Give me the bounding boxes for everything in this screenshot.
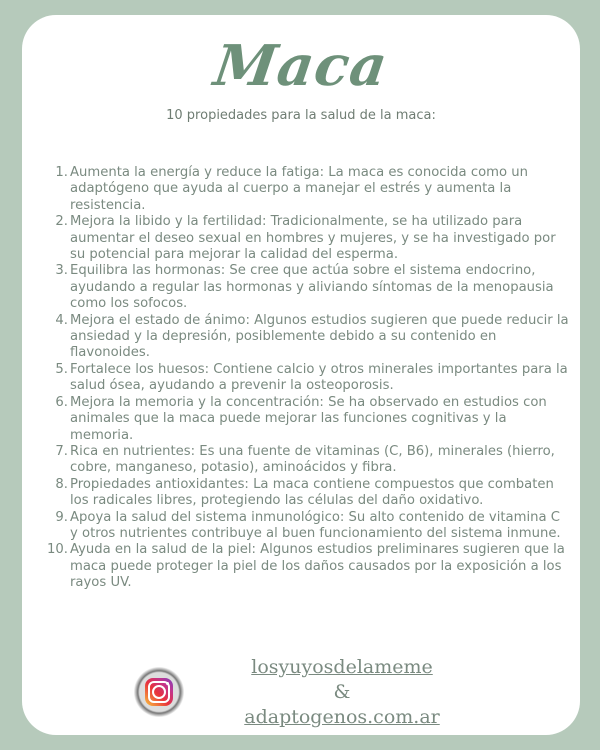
list-item: Mejora el estado de ánimo: Algunos estudios sugieren que puede reducir la ansiedad y la depresión, posiblemente debido a su contenido en flavonoides. <box>70 312 569 361</box>
list-item: Mejora la libido y la fertilidad: Tradicionalmente, se ha utilizado para aumentar el deseo sexual en hombres y mujeres, y se ha investigado por su potencial para mejorar la calidad del esperma. <box>70 214 556 263</box>
instagram-link[interactable]: losyuyosdelameme <box>251 656 433 678</box>
footer <box>22 655 580 735</box>
ampersand: & <box>333 681 351 703</box>
list-item: Aumenta la energía y reduce la fatiga: La maca es conocida como un adaptógeno que ayuda al cuerpo a manejar el estrés y aumenta la resistencia. <box>70 165 528 213</box>
instagram-icon[interactable] <box>134 667 184 717</box>
website-link[interactable]: adaptogenos.com.ar <box>244 706 440 728</box>
content-card <box>22 15 580 735</box>
footer-links <box>192 655 492 730</box>
list-item: Apoya la salud del sistema inmunológico: Su alto contenido de vitamina C y otros nutrientes contribuye al buen funcionamiento del sistema inmune. <box>70 509 561 541</box>
list-item: Equilibra las hormonas: Se cree que actúa sobre el sistema endocrino, ayudando a regular las hormonas y aliviando síntomas de la menopausia como los sofocos. <box>70 263 554 312</box>
list-item: Mejora la memoria y la concentración: Se ha observado en estudios con animales que la maca puede mejorar las funciones cognitivas y la memoria. <box>70 394 547 443</box>
list-item: Ayuda en la salud de la piel: Algunos estudios preliminares sugieren que la maca puede proteger la piel de los daños causados por la exposición a los rayos UV. <box>70 542 565 591</box>
list-item: Fortalece los huesos: Contiene calcio y otros minerales importantes para la salud ósea, ayudando a prevenir la osteoporosis. <box>70 361 568 394</box>
list-item: Propiedades antioxidantes: La maca contiene compuestos que combaten los radicales libres, protegiendo las células del daño oxidativo. <box>70 476 554 509</box>
page-title: Maca <box>210 33 392 99</box>
properties-list <box>52 165 570 592</box>
subtitle: 10 propiedades para la salud de la maca: <box>166 108 436 123</box>
list-item: Rica en nutrientes: Es una fuente de vitaminas (C, B6), minerales (hierro, cobre, manganeso, potasio), aminoácidos y fibra. <box>70 443 555 476</box>
